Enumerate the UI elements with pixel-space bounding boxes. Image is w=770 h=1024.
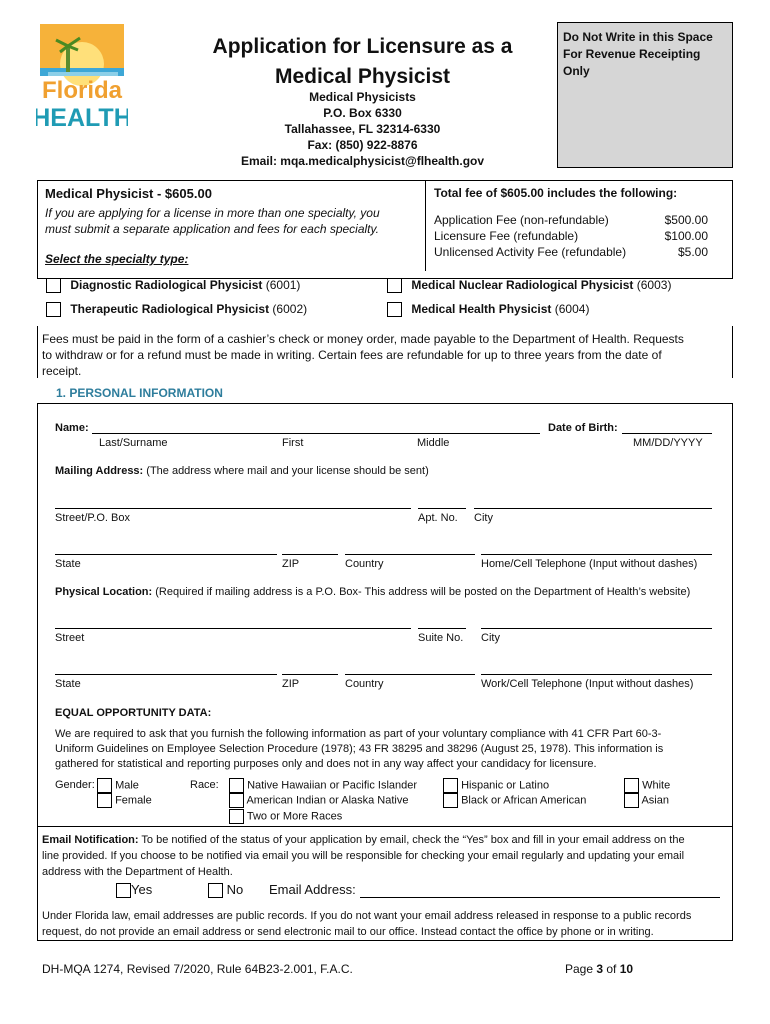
page-total: 10 [619, 962, 634, 976]
gender-options [97, 778, 152, 809]
specialty-diagnostic[interactable] [46, 278, 300, 293]
checkbox[interactable] [387, 302, 402, 317]
logo-word-health: HEALTH [36, 104, 128, 130]
total-fee-heading: Total fee of $605.00 includes the following: [434, 186, 678, 200]
fee-item [434, 212, 708, 228]
street-caption: Street [55, 632, 85, 644]
race-option[interactable] [229, 793, 417, 808]
gender-option-label: Male [115, 779, 139, 792]
checkbox[interactable] [97, 778, 112, 793]
checkbox[interactable] [624, 778, 639, 793]
specialty-name: Medical Health Physicist [411, 302, 552, 316]
apt-input[interactable] [418, 508, 466, 509]
race-option-label: Hispanic or Latino [461, 779, 550, 792]
checkbox[interactable] [443, 793, 458, 808]
fee-item-amount: $100.00 [664, 229, 708, 243]
mailing-note: (The address where mail and your license should be sent) [143, 465, 429, 477]
race-option-label: Black or African American [461, 794, 587, 807]
race-options-col1 [229, 778, 417, 824]
office-line-1: Do Not Write in this Space [563, 30, 713, 44]
email-heading: Email Notification: [42, 834, 139, 846]
specialty-health[interactable] [387, 302, 589, 317]
race-option[interactable] [443, 793, 586, 808]
specialty-code: (6002) [272, 302, 308, 316]
name-label: Name: [55, 422, 89, 434]
fee-item-amount: $5.00 [677, 245, 708, 259]
physical-zip-caption: ZIP [282, 678, 300, 690]
gender-label: Gender: [55, 779, 95, 791]
race-option-label: Native Hawaiian or Pacific Islander [247, 779, 418, 792]
suite-caption: Suite No. [418, 632, 464, 644]
page-of: of [603, 962, 620, 976]
state-caption: State [55, 558, 81, 570]
fee-item [434, 244, 708, 260]
specialty-code: (6004) [554, 302, 590, 316]
zip-input[interactable] [282, 554, 338, 555]
city-input[interactable] [474, 508, 712, 509]
specialty-name: Diagnostic Radiological Physicist [70, 278, 263, 292]
gender-option-male[interactable] [97, 778, 152, 793]
eeo-heading: EQUAL OPPORTUNITY DATA: [55, 707, 212, 719]
office-line-2: For Revenue Receipting Only [563, 47, 701, 78]
specialty-therapeutic[interactable] [46, 302, 307, 317]
race-option-label: Asian [641, 794, 669, 807]
email-address-input[interactable] [360, 897, 720, 898]
addr-line-5: Email: mqa.medicalphysicist@flhealth.gov [240, 154, 485, 168]
page-prefix: Page [565, 962, 597, 976]
fee-note-line-1: If you are applying for a license in more than one specialty, you [45, 206, 380, 220]
specialty-name: Therapeutic Radiological Physicist [70, 302, 270, 316]
race-option[interactable] [624, 793, 670, 808]
fee-item [434, 228, 708, 244]
checkbox[interactable] [229, 809, 244, 824]
payment-line: Fees must be paid in the form of a cashier’s check or money order, made payable to the Department of Health. Requests [42, 332, 684, 346]
name-input-line[interactable] [92, 433, 540, 434]
fee-note-line-2: must submit a separate application and fees for each specialty. [45, 222, 379, 236]
addr-line-2: P.O. Box 6330 [323, 106, 402, 120]
apt-caption: Apt. No. [418, 512, 458, 524]
zip-caption: ZIP [282, 558, 300, 570]
eeo-text-line: We are required to ask that you furnish the following information as part of your voluntary compliance with 41 CFR Part 60-3- [55, 728, 662, 740]
title-line-1: Application for Licensure as a [212, 35, 513, 58]
physical-state-caption: State [55, 678, 81, 690]
email-yes-option[interactable] [116, 882, 152, 898]
suite-input[interactable] [418, 628, 466, 629]
specialty-code: (6001) [265, 278, 301, 292]
florida-health-logo [36, 24, 128, 130]
race-option[interactable] [229, 809, 417, 824]
checkbox[interactable] [229, 778, 244, 793]
section-personal-title: 1. PERSONAL INFORMATION [56, 386, 223, 400]
work-phone-input[interactable] [481, 674, 712, 675]
work-phone-caption: Work/Cell Telephone (Input without dashes) [481, 678, 694, 690]
checkbox[interactable] [624, 793, 639, 808]
mailing-address-block [180, 89, 545, 169]
checkbox[interactable] [443, 778, 458, 793]
physical-location-label [55, 586, 690, 598]
fee-items [434, 212, 708, 260]
race-options-col2 [443, 778, 586, 809]
email-no-option[interactable] [208, 882, 243, 898]
fee-item-label: Unlicensed Activity Fee (refundable) [434, 245, 627, 259]
email-public-line: request, do not provide an email address or send electronic mail to our office. Instead contact the office by phone or in writing. [42, 926, 654, 938]
middle-name-caption: Middle [417, 437, 450, 449]
specialty-nuclear[interactable] [387, 278, 671, 293]
form-id: DH-MQA 1274, Revised 7/2020, Rule 64B23-2.001, F.A.C. [42, 962, 353, 976]
title-line-2: Medical Physicist [274, 65, 451, 88]
addr-line-1: Medical Physicists [309, 90, 416, 104]
eeo-text-line: gathered for statistical and reporting purposes only and does not in any way affect your candidacy for licensure. [55, 758, 597, 770]
email-address-label: Email Address: [269, 882, 356, 897]
country-input[interactable] [345, 554, 475, 555]
city-caption: City [474, 512, 493, 524]
addr-line-4: Fax: (850) 922-8876 [307, 138, 418, 152]
physical-zip-input[interactable] [282, 674, 338, 675]
street-po-caption: Street/P.O. Box [55, 512, 131, 524]
payment-line: to withdraw or for a refund must be made in writing. Certain fees are refundable for up to three years from the date of [42, 348, 662, 362]
state-input[interactable] [55, 554, 277, 555]
page-number [565, 962, 633, 976]
eeo-text-line: Uniform Guidelines on Employee Selection Procedure (1978); 43 FR 38295 and 38296 (August 25, 1978). This information is [55, 743, 664, 755]
specialty-code: (6003) [636, 278, 672, 292]
physical-state-input[interactable] [55, 674, 277, 675]
email-notification-text [42, 832, 685, 880]
fee-item-label: Licensure Fee (refundable) [434, 229, 579, 243]
home-phone-caption: Home/Cell Telephone (Input without dashes) [481, 558, 698, 570]
race-option-label: White [642, 779, 671, 792]
payment-line: receipt. [42, 364, 82, 378]
home-phone-input[interactable] [481, 554, 712, 555]
fee-item-label: Application Fee (non-refundable) [434, 213, 609, 227]
checkbox[interactable] [229, 793, 244, 808]
race-option-label: Two or More Races [246, 810, 343, 823]
physical-country-caption: Country [345, 678, 384, 690]
specialty-name: Medical Nuclear Radiological Physicist [411, 278, 634, 292]
physical-note: (Required if mailing address is a P.O. Box- This address will be posted on the Department of Health’s website) [152, 586, 691, 598]
fee-divider [425, 180, 426, 271]
checkbox[interactable] [208, 883, 223, 898]
page-title [180, 32, 545, 92]
fee-note [45, 205, 380, 237]
eeo-text [55, 727, 663, 772]
checkbox[interactable] [46, 278, 61, 293]
email-text-line [42, 832, 685, 848]
race-option[interactable] [229, 778, 417, 793]
select-specialty-label: Select the specialty type: [45, 252, 189, 266]
country-caption: Country [345, 558, 384, 570]
fee-heading: Medical Physicist - $605.00 [45, 186, 212, 201]
dob-input-line[interactable] [622, 433, 712, 434]
gender-option-label: Female [115, 794, 152, 807]
physical-city-caption: City [481, 632, 500, 644]
race-label: Race: [190, 779, 219, 791]
fee-item-amount: $500.00 [664, 213, 708, 227]
gender-option-female[interactable] [97, 793, 152, 808]
street-input[interactable] [55, 628, 411, 629]
checkbox[interactable] [116, 883, 131, 898]
email-text-line: line provided. If you choose to be notified via email you will be responsible for checking your email regularly and updating your email [42, 850, 685, 862]
payment-note [42, 331, 684, 379]
race-option-label: American Indian or Alaska Native [246, 794, 409, 807]
race-option[interactable] [624, 778, 670, 793]
page-current: 3 [596, 962, 604, 976]
logo-graphic [36, 24, 128, 130]
checkbox[interactable] [97, 793, 112, 808]
physical-label-bold: Physical Location: [55, 586, 153, 598]
dob-label: Date of Birth: [548, 422, 618, 434]
email-yes-label: Yes [131, 882, 153, 897]
email-text-line: address with the Department of Health. [42, 866, 233, 878]
dob-format-caption: MM/DD/YYYY [633, 437, 703, 449]
addr-line-3: Tallahassee, FL 32314-6330 [284, 122, 441, 136]
checkbox[interactable] [387, 278, 402, 293]
physical-city-input[interactable] [481, 628, 712, 629]
last-name-caption: Last/Surname [99, 437, 168, 449]
mailing-address-label [55, 465, 429, 477]
logo-word-florida: Florida [41, 77, 123, 104]
office-use-box [557, 22, 733, 168]
street-po-input[interactable] [55, 508, 411, 509]
race-options-col3 [624, 778, 670, 809]
email-public-note [42, 908, 691, 940]
email-no-label: No [226, 882, 244, 897]
checkbox[interactable] [46, 302, 61, 317]
mailing-label-bold: Mailing Address: [55, 465, 144, 477]
email-public-line: Under Florida law, email addresses are public records. If you do not want your email address released in response to a public records [42, 910, 692, 922]
physical-country-input[interactable] [345, 674, 475, 675]
first-name-caption: First [282, 437, 304, 449]
email-text: To be notified of the status of your application by email, check the “Yes” box and fill in your email address on the [138, 834, 685, 846]
race-option[interactable] [443, 778, 586, 793]
